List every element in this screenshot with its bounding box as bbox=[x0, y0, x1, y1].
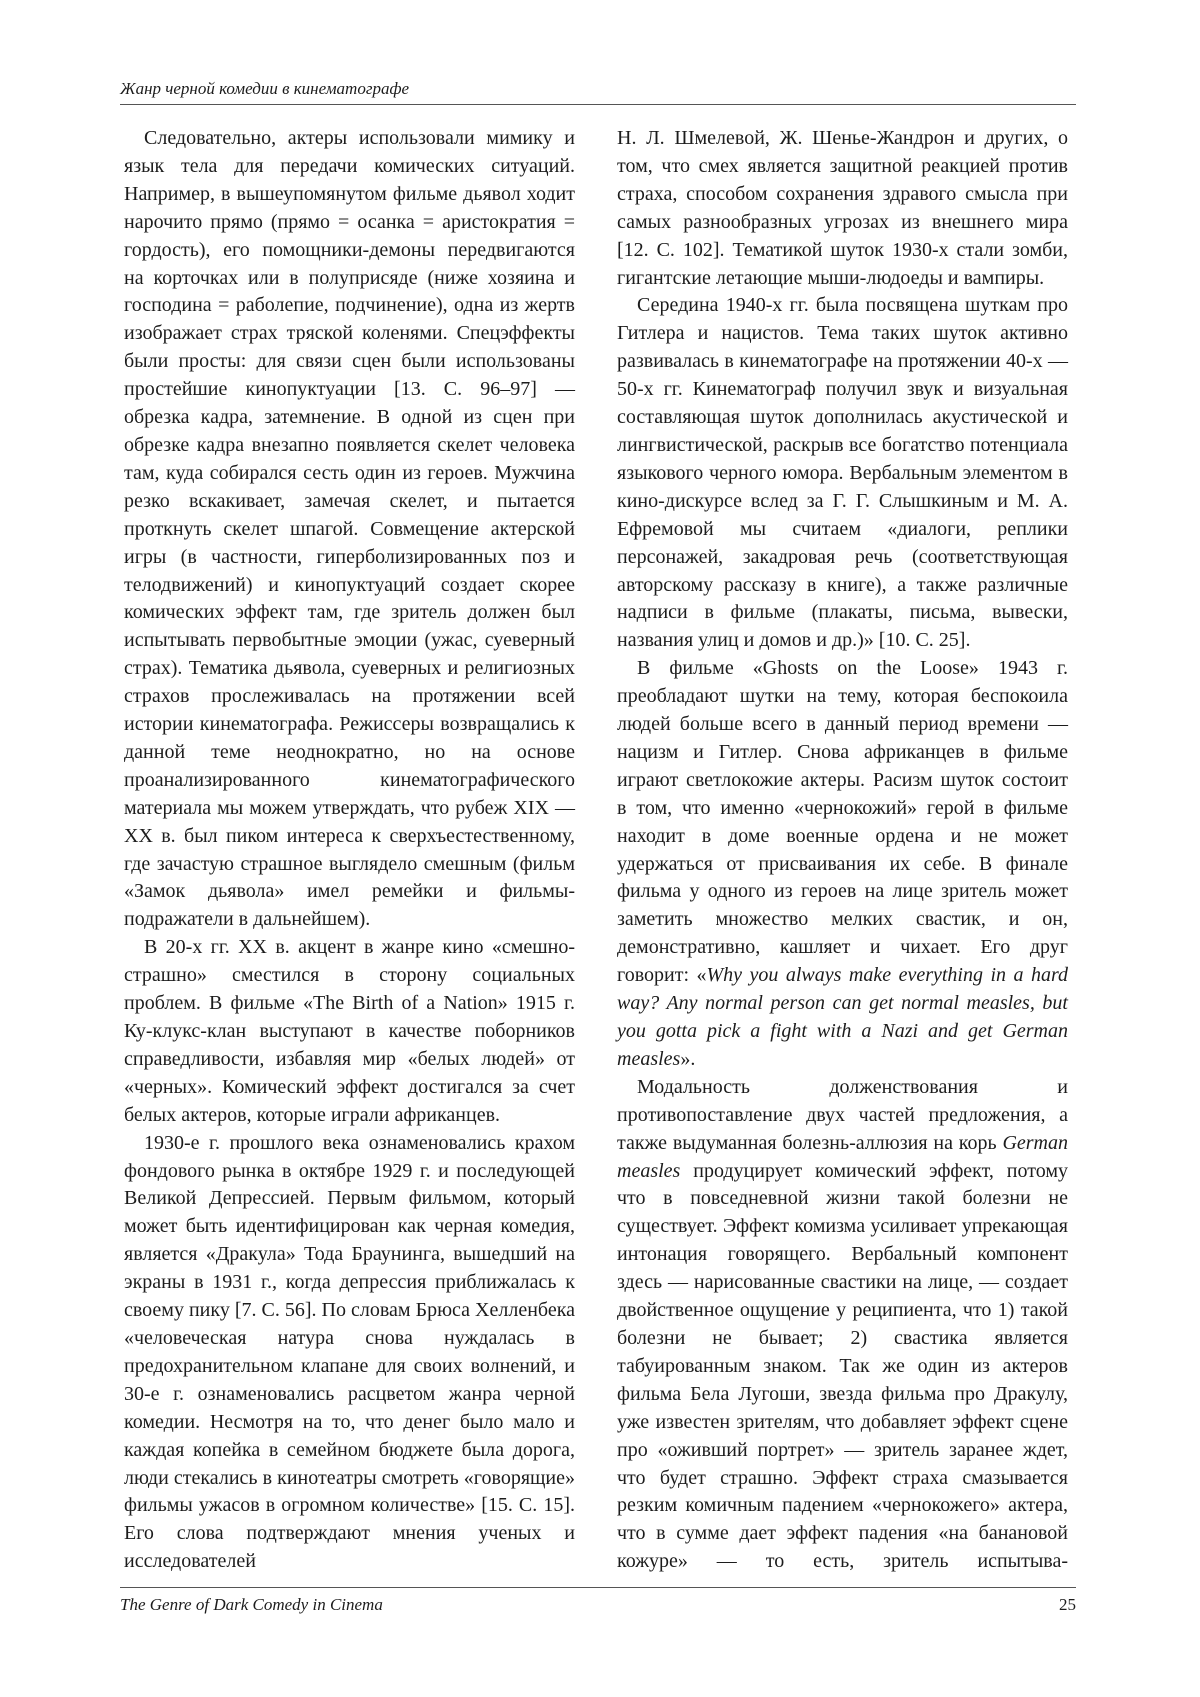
running-foot bbox=[120, 1587, 1076, 1616]
right-column bbox=[617, 125, 1068, 1576]
right-paragraph-4 bbox=[617, 1074, 1068, 1576]
running-head-title: Жанр черной комедии в кинематографе bbox=[120, 79, 410, 98]
left-paragraph-1: Следовательно, актеры использовали мимику и язык тела для передачи комических ситуаций. Например, в вышеупомянутом фильме дьявол ходит нарочито прямо (прямо = осанка = аристократия = гордость), его помощники-демоны передвигаются на корточках или в полуприсяде (ниже хозяина и господина = раболепие, подчинение), одна из жертв изображает страх тряской коленями. Спецэффекты были просты: для связи сцен были использованы простейшие кинопуктуации [13. С. 96–97] — обрезка кадра, затемнение. В одной из сцен при обрезке кадра внезапно появляется скелет человека там, куда собирался сесть один из героев. Мужчина резко вскакивает, замечая скелет, и пытается проткнуть скелет шпагой. Совмещение актерской игры (в частности, гиперболизированных поз и телодвижений) и кинопуктуаций создает скорее комических эффект там, где зритель должен был испытывать первобытные эмоции (ужас, суеверный страх). Тематика дьявола, суеверных и религиозных страхов прослеживалась на протяжении всей истории кинематографа. Режиссеры возвращались к данной теме неоднократно, но на основе проанализированного кинематографического материала мы можем утверждать, что рубеж XIX — XX в. был пиком интереса к сверхъестественному, где зачастую страшное выглядело смешным (фильм «Замок дьявола» имел ремейки и фильмы-подражатели в дальнейшем). bbox=[124, 127, 575, 931]
running-head bbox=[120, 78, 1076, 105]
left-column bbox=[124, 125, 575, 1576]
right-paragraph-4-start: Модальность долженствования и противопоставление двух частей предложения, а также выдуманная болезнь-аллюзия на корь bbox=[617, 1075, 1068, 1154]
right-paragraph-1: Н. Л. Шмелевой, Ж. Шенье-Жандрон и других, о том, что смех является защитной реакцией против страха, способом сохранения здравого смысла при самых разнообразных угрозах из внешнего мира [12. С. 102]. Тематикой шуток 1930-х стали зомби, гигантские летающие мыши-людоеды и вампиры. bbox=[617, 127, 1068, 289]
left-paragraph-2: В 20-х гг. XX в. акцент в жанре кино «смешно-страшно» сместился в сторону социальных проблем. В фильме «The Birth of a Nation» 1915 г. Ку-клукс-клан выступают в качестве поборников справедливости, избавляя мир «белых людей» от «черных». Комический эффект достигался за счет белых актеров, которые играли африканцев. bbox=[124, 936, 575, 1126]
right-paragraph-2: Середина 1940-х гг. была посвящена шуткам про Гитлера и нацистов. Тема таких шуток активно развивалась в кинематографе на протяжении 40-х — 50-х гг. Кинематограф получил звук и визуальная составляющая шуток дополнилась акустической и лингвистической, раскрыв все богатство потенциала языкового черного юмора. Вербальным элементом в кино-дискурсе вслед за Г. Г. Слышкиным и М. А. Ефремовой мы считаем «диалоги, реплики персонажей, закадровая речь (соответствующая авторскому рассказу в книге), а также различные надписи в фильме (плакаты, письма, вывески, названия улиц и домов и др.)» [10. С. 25]. bbox=[617, 294, 1068, 652]
english-quote: Why you always make everything in a hard way? Any normal person can get normal measles, but you gotta pick a fight with a Nazi and get German measles bbox=[617, 964, 1069, 1070]
left-paragraph-3: 1930-е г. прошлого века ознаменовались крахом фондового рынка в октябре 1929 г. и последующей Великой Депрессией. Первым фильмом, который может быть идентифицирован как черная комедия, является «Дракула» Тода Браунинга, вышедший на экраны в 1931 г., когда депрессия приближалась к своему пику [7. С. 56]. По словам Брюса Хелленбека «человеческая натура снова нуждалась в предохранительном клапане для своих волнений, и 30-е г. ознаменовались расцветом жанра черной комедии. Несмотря на то, что денег было мало и каждая копейка в семейном бюджете была дорога, люди стекались в кинотеатры смотреть «говорящие» фильмы ужасов в огромном количестве» [15. С. 15]. Его слова подтверждают мнения ученых и исследователей bbox=[124, 1131, 575, 1573]
quote-close: ». bbox=[680, 1047, 696, 1070]
right-paragraph-3 bbox=[617, 655, 1068, 1074]
term-german-measles: German measles bbox=[617, 1131, 1068, 1182]
running-foot-title: The Genre of Dark Comedy in Cinema bbox=[120, 1595, 383, 1614]
right-paragraph-3-text: В фильме «Ghosts on the Loose» 1943 г. преобладают шутки на тему, которая беспокоила людей больше всего в данный период времени — нацизм и Гитлер. Снова африканцев в фильме играют светлокожие актеры. Расизм шуток состоит в том, что именно «чернокожий» герой в фильме находит в доме военные ордена и не может удержаться от присваивания их себе. В финале фильма у одного из героев на лице зритель может заметить множество мелких свастик, и он, демонстративно, кашляет и чихает. Его друг говорит: « bbox=[617, 657, 1068, 987]
page-number: 25 bbox=[1059, 1595, 1076, 1614]
right-paragraph-4-end: продуцирует комический эффект, потому что в повседневной жизни такой болезни не существует. Эффект комизма усиливает упрекающая интонация говорящего. Вербальный компонент здесь — нарисованные свастики на лице, — создает двойственное ощущение у реципиента, что 1) такой болезни не бывает; 2) свастика является табуированным знаком. Так же один из актеров фильма Бела Лугоши, звезда фильма про Дракулу, уже известен зрителям, что добавляет эффект сцене про «оживший портрет» — зритель заранее ждет, что будет страшно. Эффект страха смазывается резким комичным падением «чернокожего» актера, что в сумме дает эффект падения «на банановой кожуре» — то есть, зритель испытыва- bbox=[617, 1159, 1068, 1573]
